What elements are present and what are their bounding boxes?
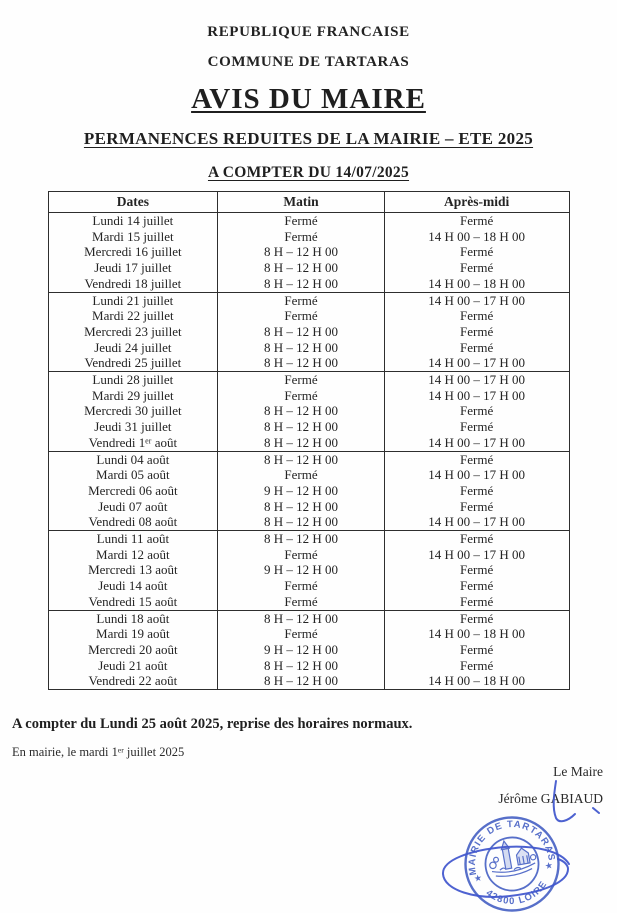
matin-cell: 8 H – 12 H 00 xyxy=(218,514,385,530)
apres-midi-cell: Fermé xyxy=(384,340,569,356)
table-row xyxy=(48,213,569,229)
date-cell: Lundi 18 août xyxy=(48,610,218,626)
table-row xyxy=(48,260,569,276)
apres-midi-cell: Fermé xyxy=(384,213,569,229)
date-cell: Mercredi 06 août xyxy=(48,483,218,499)
subtitle: PERMANENCES REDUITES DE LA MAIRIE – ETE 2025 xyxy=(83,129,534,148)
date-cell: Mardi 29 juillet xyxy=(48,388,218,404)
stamp-and-signature xyxy=(385,778,617,913)
apres-midi-cell: Fermé xyxy=(384,308,569,324)
matin-cell: Fermé xyxy=(218,547,385,563)
table-row xyxy=(48,531,569,547)
table-row xyxy=(48,403,569,419)
date-cell: Mardi 15 juillet xyxy=(48,229,218,245)
republic-line: REPUBLIQUE FRANCAISE xyxy=(207,24,410,40)
matin-cell: Fermé xyxy=(218,292,385,308)
apres-midi-cell: Fermé xyxy=(384,594,569,610)
table-row xyxy=(48,626,569,642)
date-cell: Vendredi 1ᵉʳ août xyxy=(48,435,218,451)
table-row xyxy=(48,292,569,308)
apres-midi-cell: 14 H 00 – 17 H 00 xyxy=(384,467,569,483)
matin-cell: Fermé xyxy=(218,229,385,245)
date-cell: Lundi 28 juillet xyxy=(48,372,218,388)
date-cell: Vendredi 08 août xyxy=(48,514,218,530)
matin-cell: 8 H – 12 H 00 xyxy=(218,658,385,674)
date-cell: Jeudi 07 août xyxy=(48,499,218,515)
matin-cell: Fermé xyxy=(218,388,385,404)
matin-cell: 8 H – 12 H 00 xyxy=(218,260,385,276)
table-row xyxy=(48,499,569,515)
stamp-bottom-text: 42800 LOIRE xyxy=(483,878,550,907)
date-cell: Vendredi 18 juillet xyxy=(48,276,218,292)
apres-midi-cell: 14 H 00 – 17 H 00 xyxy=(384,547,569,563)
apres-midi-cell: Fermé xyxy=(384,578,569,594)
date-cell: Mardi 22 juillet xyxy=(48,308,218,324)
apres-midi-cell: 14 H 00 – 17 H 00 xyxy=(384,372,569,388)
apres-midi-cell: Fermé xyxy=(384,403,569,419)
stamp-signature-svg xyxy=(385,778,617,913)
document-header xyxy=(0,0,617,181)
date-cell: Mardi 05 août xyxy=(48,467,218,483)
official-stamp-icon xyxy=(458,810,566,913)
signature-stroke xyxy=(593,808,599,813)
apres-midi-cell: Fermé xyxy=(384,658,569,674)
table-row xyxy=(48,658,569,674)
date-cell: Mercredi 30 juillet xyxy=(48,403,218,419)
matin-cell: 9 H – 12 H 00 xyxy=(218,483,385,499)
apres-midi-cell: Fermé xyxy=(384,483,569,499)
matin-cell: 9 H – 12 H 00 xyxy=(218,642,385,658)
table-row xyxy=(48,547,569,563)
stamp-star-left-icon: ★ xyxy=(473,873,483,885)
table-row xyxy=(48,355,569,371)
table-row xyxy=(48,467,569,483)
table-row xyxy=(48,483,569,499)
date-cell: Lundi 11 août xyxy=(48,531,218,547)
apres-midi-cell: Fermé xyxy=(384,610,569,626)
matin-cell: Fermé xyxy=(218,308,385,324)
matin-cell: 8 H – 12 H 00 xyxy=(218,276,385,292)
date-cell: Mercredi 20 août xyxy=(48,642,218,658)
matin-cell: 8 H – 12 H 00 xyxy=(218,355,385,371)
date-cell: Vendredi 25 juillet xyxy=(48,355,218,371)
apres-midi-cell: 14 H 00 – 17 H 00 xyxy=(384,355,569,371)
date-cell: Jeudi 14 août xyxy=(48,578,218,594)
apres-midi-cell: 14 H 00 – 17 H 00 xyxy=(384,435,569,451)
apres-midi-cell: Fermé xyxy=(384,642,569,658)
header-row xyxy=(48,192,569,213)
date-cell: Jeudi 31 juillet xyxy=(48,419,218,435)
apres-midi-cell: 14 H 00 – 17 H 00 xyxy=(384,388,569,404)
apres-midi-cell: Fermé xyxy=(384,324,569,340)
week-group xyxy=(48,292,569,372)
schedule-table xyxy=(48,191,570,690)
commune-line: COMMUNE DE TARTARAS xyxy=(207,54,410,70)
date-cell: Lundi 14 juillet xyxy=(48,213,218,229)
date-cell: Mardi 19 août xyxy=(48,626,218,642)
week-group xyxy=(48,451,569,531)
apres-midi-cell: 14 H 00 – 18 H 00 xyxy=(384,229,569,245)
week-group xyxy=(48,531,569,611)
apres-midi-cell: Fermé xyxy=(384,499,569,515)
matin-cell: 8 H – 12 H 00 xyxy=(218,610,385,626)
matin-cell: Fermé xyxy=(218,578,385,594)
week-group xyxy=(48,610,569,690)
matin-cell: 8 H – 12 H 00 xyxy=(218,499,385,515)
matin-cell: Fermé xyxy=(218,467,385,483)
table-row xyxy=(48,229,569,245)
week-group xyxy=(48,213,569,293)
date-cell: Vendredi 15 août xyxy=(48,594,218,610)
table-row xyxy=(48,324,569,340)
apres-midi-cell: Fermé xyxy=(384,531,569,547)
apres-midi-cell: Fermé xyxy=(384,419,569,435)
matin-cell: Fermé xyxy=(218,372,385,388)
page-title: AVIS DU MAIRE xyxy=(191,83,426,115)
matin-cell: 9 H – 12 H 00 xyxy=(218,562,385,578)
place-date-line: En mairie, le mardi 1ᵉʳ juillet 2025 xyxy=(12,745,185,760)
apres-midi-cell: Fermé xyxy=(384,451,569,467)
apres-midi-cell: 14 H 00 – 18 H 00 xyxy=(384,626,569,642)
table-row xyxy=(48,244,569,260)
matin-cell: 8 H – 12 H 00 xyxy=(218,531,385,547)
header-matin: Matin xyxy=(218,192,385,213)
table-row xyxy=(48,451,569,467)
matin-cell: 8 H – 12 H 00 xyxy=(218,451,385,467)
header-apres-midi: Après-midi xyxy=(384,192,569,213)
date-cell: Lundi 21 juillet xyxy=(48,292,218,308)
apres-midi-cell: Fermé xyxy=(384,244,569,260)
table-row xyxy=(48,673,569,689)
signature-stroke xyxy=(554,781,575,821)
date-cell: Mercredi 13 août xyxy=(48,562,218,578)
table-row xyxy=(48,562,569,578)
signatory-name: Jérôme GABIAUD xyxy=(498,791,603,806)
table-row xyxy=(48,419,569,435)
apres-midi-cell: 14 H 00 – 18 H 00 xyxy=(384,673,569,689)
date-cell: Mardi 12 août xyxy=(48,547,218,563)
table-row xyxy=(48,308,569,324)
table-row xyxy=(48,514,569,530)
stamp-star-right-icon: ★ xyxy=(544,860,554,873)
table-row xyxy=(48,642,569,658)
matin-cell: 8 H – 12 H 00 xyxy=(218,419,385,435)
apres-midi-cell: Fermé xyxy=(384,260,569,276)
header-dates: Dates xyxy=(48,192,218,213)
table-row xyxy=(48,610,569,626)
resume-notice: A compter du Lundi 25 août 2025, reprise des horaires normaux. xyxy=(12,716,413,733)
matin-cell: 8 H – 12 H 00 xyxy=(218,435,385,451)
date-cell: Mercredi 23 juillet xyxy=(48,324,218,340)
table-header xyxy=(48,192,569,213)
matin-cell: 8 H – 12 H 00 xyxy=(218,324,385,340)
effective-date-line: A COMPTER DU 14/07/2025 xyxy=(207,164,410,181)
table-row xyxy=(48,594,569,610)
date-cell: Jeudi 24 juillet xyxy=(48,340,218,356)
date-cell: Vendredi 22 août xyxy=(48,673,218,689)
matin-cell: Fermé xyxy=(218,626,385,642)
table-row xyxy=(48,578,569,594)
matin-cell: 8 H – 12 H 00 xyxy=(218,244,385,260)
date-cell: Lundi 04 août xyxy=(48,451,218,467)
matin-cell: 8 H – 12 H 00 xyxy=(218,403,385,419)
table-row xyxy=(48,276,569,292)
matin-cell: 8 H – 12 H 00 xyxy=(218,673,385,689)
apres-midi-cell: 14 H 00 – 17 H 00 xyxy=(384,292,569,308)
stamp-emblem xyxy=(486,836,538,879)
table-row xyxy=(48,340,569,356)
apres-midi-cell: 14 H 00 – 18 H 00 xyxy=(384,276,569,292)
date-cell: Mercredi 16 juillet xyxy=(48,244,218,260)
table-row xyxy=(48,435,569,451)
stamp-top-text: MAIRIE DE TARTARAS xyxy=(466,819,558,877)
matin-cell: 8 H – 12 H 00 xyxy=(218,340,385,356)
date-cell: Jeudi 17 juillet xyxy=(48,260,218,276)
apres-midi-cell: 14 H 00 – 17 H 00 xyxy=(384,514,569,530)
date-cell: Jeudi 21 août xyxy=(48,658,218,674)
apres-midi-cell: Fermé xyxy=(384,562,569,578)
week-group xyxy=(48,372,569,452)
table-row xyxy=(48,388,569,404)
matin-cell: Fermé xyxy=(218,594,385,610)
table-row xyxy=(48,372,569,388)
signatory-title: Le Maire xyxy=(553,764,603,779)
matin-cell: Fermé xyxy=(218,213,385,229)
